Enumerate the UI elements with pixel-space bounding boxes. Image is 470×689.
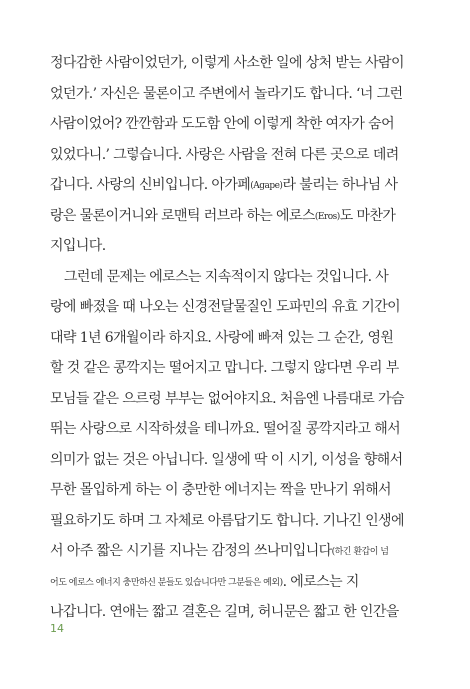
paragraph-start-line: 그런데 문제는 에로스는 지속적이지 않다는 것입니다. 사 — [64, 268, 389, 285]
text-line — [50, 536, 420, 567]
annotation-small: (하긴 환갑이 넘 — [331, 547, 389, 557]
annotation-small: 어도 에로스 에너지 충만하신 분들도 있습니다만 그분들은 예외) — [50, 577, 283, 588]
text-segment: 도 마찬가 — [339, 207, 396, 224]
text-segment: . 에로스는 지 — [282, 573, 359, 590]
text-line: 랑에 빠졌을 때 나오는 신경전달물질인 도파민의 유효 기간이 — [50, 299, 401, 315]
text-segment: 서 아주 짧은 시기를 지나는 감정의 쓰나미입니다 — [50, 543, 332, 559]
text-segment: 라 불리는 하나님 사 — [282, 177, 398, 193]
body-text — [50, 48, 420, 628]
text-segment: 랑은 물론이거니와 로맨틱 러브라 하는 에로스 — [50, 207, 315, 224]
text-line: 사람이었어? 깐깐함과 도도함 안에 이렇게 착한 여자가 숨어 — [50, 116, 395, 132]
page-number: 14 — [50, 622, 64, 635]
text-line: 있었다니.’ 그렇습니다. 사랑은 사람을 전혀 다른 곳으로 데려 — [50, 146, 399, 163]
text-line: 지입니다. — [50, 238, 106, 254]
text-line: 모님들 같은 으르렁 부부는 없어야지요. 처음엔 나름대로 가슴 — [50, 390, 404, 407]
text-line: 뛰는 사랑으로 시작하셨을 테니까요. 떨어질 콩깍지라고 해서 — [50, 421, 401, 437]
text-line — [50, 567, 420, 598]
text-line: 무한 몰입하게 하는 이 충만한 에너지는 짝을 만나기 위해서 — [50, 482, 391, 498]
text-line: 나갑니다. 연애는 짧고 결혼은 길며, 허니문은 짧고 한 인간을 — [50, 604, 399, 620]
text-line: 었던가.’ 자신은 물론이고 주변에서 놀라기도 합니다. ‘너 그런 — [50, 85, 403, 102]
text-segment: 갑니다. 사랑의 신비입니다. 아가페 — [50, 177, 251, 193]
text-line — [50, 201, 420, 232]
text-line: 의미가 없는 것은 아닙니다. 일생에 딱 이 시기, 이성을 향해서 — [50, 451, 403, 468]
annotation-small: (Agape) — [250, 181, 283, 191]
text-line: 정다감한 사람이었던가, 이렇게 사소한 일에 상처 받는 사람이 — [50, 55, 404, 71]
text-line: 대략 1년 6개월이라 하지요. 사랑에 빠져 있는 그 순간, 영원 — [50, 329, 394, 346]
text-line: 필요하기도 하며 그 자체로 아름답기도 합니다. 기나긴 인생에 — [50, 512, 404, 529]
text-line — [50, 170, 420, 201]
text-line: 할 것 같은 콩깍지는 떨어지고 맙니다. 그렇지 않다면 우리 부 — [50, 360, 399, 376]
annotation-small: (Eros) — [314, 211, 340, 222]
